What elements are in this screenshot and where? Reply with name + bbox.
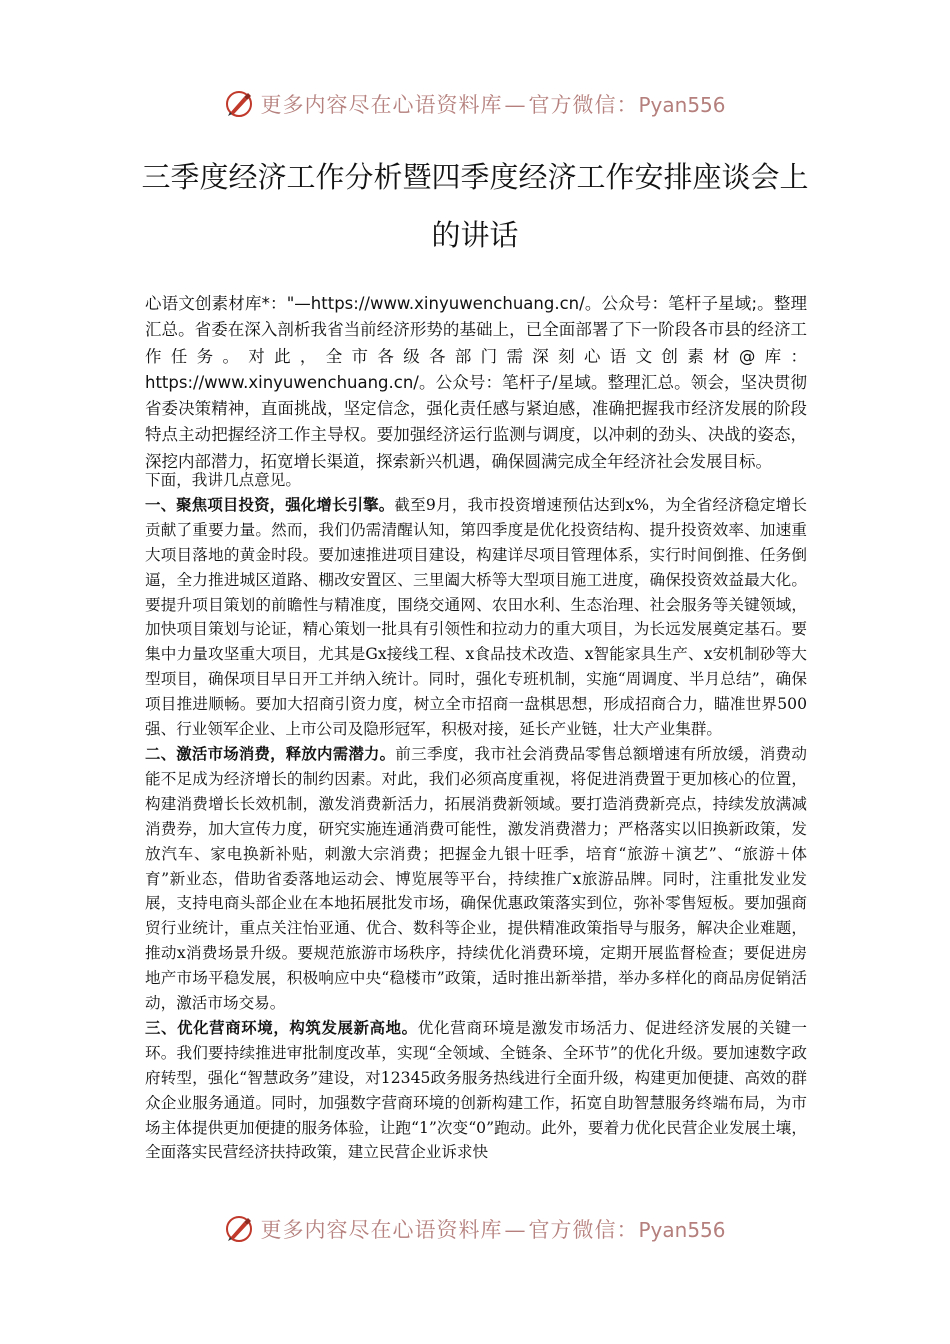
pen-logo-icon xyxy=(224,1214,254,1244)
banner-text: 更多内容尽在心语资料库—官方微信：Pyan556 xyxy=(260,93,726,117)
section-2-text: 前三季度，我市社会消费品零售总额增速有所放缓，消费动能不足成为经济增长的制约因素。对此，我们必须高度重视，将促进消费置于更加核心的位置，构建消费增长长效机制，激发消费新活力，拓展消费新领域。要打造消费新亮点，持续发放满减消费券，加大宣传力度，研究实施连通消费可能性，激发消费潜力；严格落实以旧换新政策，发放汽车、家电换新补贴，刺激大宗消费；把握金九银十旺季，培育“旅游＋演艺”、“旅游＋体育”新业态，借助省委落地运动会、博览展等平台，持续推广x旅游品牌。同时，注重批发业发展，支持电商头部企业在本地拓展批发市场，确保优惠政策落实到位，弥补零售短板。要加强商贸行业统计，重点关注怡亚通、优合、数科等企业，提供精准政策指导与服务，解决企业难题，推动x消费场景升级。要规范旅游市场秩序，持续优化消费环境，定期开展监督检查；要促进房地产市场平稳发展，积极响应中央“稳楼市”政策，适时推出新举措，举办多样化的商品房促销活动，激活市场交易。 xyxy=(145,744,807,1013)
wechat-account: Pyan556 xyxy=(638,93,726,117)
section-1 xyxy=(145,493,807,742)
section-1-heading: 一、聚焦项目投资，强化增长引擎。 xyxy=(145,495,395,514)
header-banner xyxy=(0,84,950,124)
section-3 xyxy=(145,1016,807,1165)
section-3-heading: 三、优化营商环境，构筑发展新高地。 xyxy=(145,1018,418,1037)
section-2 xyxy=(145,742,807,1016)
document-body xyxy=(145,468,807,1165)
section-1-text: 截至9月，我市投资增速预估达到x%，为全省经济稳定增长贡献了重要力量。然而，我们仍需清醒认知，第四季度是优化投资结构、提升投资效率、加速重大项目落地的黄金时段。要加速推进项目建设，构建详尽项目管理体系，实行时间倒推、任务倒逼，全力推进城区道路、棚改安置区、三里阖大桥等大型项目施工进度，确保投资效益最大化。要提升项目策划的前瞻性与精准度，围绕交通网、农田水利、生态治理、社会服务等关键领域，加快项目策划与论证，精心策划一批具有引领性和拉动力的重大项目，为长远发展奠定基石。要集中力量攻坚重大项目，尤其是Gx接线工程、x食品技术改造、x智能家具生产、x安机制砂等大型项目，确保项目早日开工并纳入统计。同时，强化专班机制，实施“周调度、半月总结”，确保项目推进顺畅。要加大招商引资力度，树立全市招商一盘棋思想，形成招商合力，瞄准世界500强、行业领军企业、上市公司及隐形冠军，积极对接，延长产业链，壮大产业集群。 xyxy=(145,495,807,739)
section-3-text: 优化营商环境是激发市场活力、促进经济发展的关键一环。我们要持续推进审批制度改革，实现“全领域、全链条、全环节”的优化升级。要加速数字政府转型，强化“智慧政务”建设，对12345政务服务热线进行全面升级，构建更加便捷、高效的群众企业服务通道。同时，加强数字营商环境的创新构建工作，拓宽自助智慧服务终端布局，为市场主体提供更加便捷的服务体验，让跑“1”次变“0”跑动。此外，要着力优化民营企业发展土壤，全面落实民营经济扶持政策，建立民营企业诉求快 xyxy=(145,1018,807,1162)
section-2-heading: 二、激活市场消费，释放内需潜力。 xyxy=(145,744,396,763)
wechat-account: Pyan556 xyxy=(638,1218,726,1242)
intro-paragraph: 心语文创素材库*："—https://www.xinyuwenchuang.cn/。公众号：笔杆子星域;。整理汇总。省委在深入剖析我省当前经济形势的基础上，已全面部署了下一阶段各市县的经济工作任务。对此，全市各级各部门需深刻心语文创素材@库：https://www.xinyuwenchuang.cn/。公众号：笔杆子/星域。整理汇总。领会，坚决贯彻省委决策精神，直面挑战，坚定信念，强化责任感与紧迫感，准确把握我市经济发展的阶段特点主动把握经济工作主导权。要加强经济运行监测与调度，以冲刺的劲头、决战的姿态，深挖内部潜力，拓宽增长渠道，探索新兴机遇，确保圆满完成全年经济社会发展目标。 xyxy=(145,294,807,471)
lead-line: 下面，我讲几点意见。 xyxy=(145,471,301,489)
footer-banner xyxy=(0,1209,950,1249)
document-title: 三季度经济工作分析暨四季度经济工作安排座谈会上的讲话 xyxy=(141,160,809,252)
pen-logo-icon xyxy=(224,89,254,119)
banner-text: 更多内容尽在心语资料库—官方微信：Pyan556 xyxy=(260,1218,726,1242)
